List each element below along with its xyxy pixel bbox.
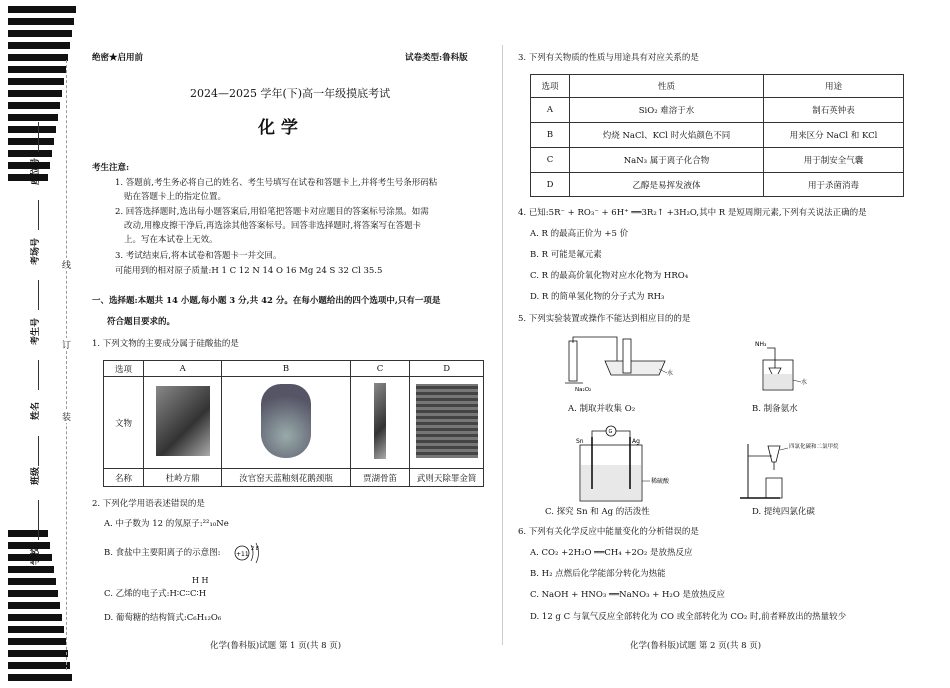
q3-cell: 用于杀菌消毒 xyxy=(764,173,904,197)
q1-row-label: 文物 xyxy=(104,377,144,469)
cut-line xyxy=(66,60,67,670)
label-school: 学校 xyxy=(31,546,41,565)
subject-title: 化 学 xyxy=(258,118,298,138)
q1-table xyxy=(103,360,484,487)
ion-nucleus-label: +11 xyxy=(236,551,249,558)
artifact-name: 贾湖骨笛 xyxy=(350,469,410,487)
notice-line: 1. 答题前,考生务必将自己的姓名、考生号填写在试卷和答题卡上,并将考生号条形码粘 xyxy=(115,178,438,188)
q1-head: B xyxy=(222,361,351,377)
q4-option-b: B. R 可能是氟元素 xyxy=(530,250,602,260)
q6-option-c: C. NaOH + HNO₃ ══NaNO₃ + H₂O 是放热反应 xyxy=(530,590,726,600)
binding-stripe xyxy=(8,6,76,13)
label-exam-no: 考生号 xyxy=(31,317,41,345)
binding-stripe xyxy=(8,54,68,61)
q3-head: 用途 xyxy=(764,75,904,98)
label-water-a: 水 xyxy=(667,370,674,377)
sodium-ion-diagram xyxy=(232,541,266,565)
label-sn: Sn xyxy=(576,438,584,445)
label-nh3: NH₃ xyxy=(755,341,767,348)
secret-mark: 绝密★启用前 xyxy=(92,53,144,63)
apparatus-d xyxy=(740,440,850,504)
section-1-title: 一、选择题:本题共 14 小题,每小题 3 分,共 42 分。在每小题给出的四个选项中,只有一项是 xyxy=(92,296,441,306)
artifact-image-d xyxy=(416,384,478,458)
label-water-b: 水 xyxy=(801,379,808,386)
cut-label-pack: 装 xyxy=(62,410,71,423)
q5-caption-d: D. 提纯四氯化碳 xyxy=(752,507,815,517)
q5-caption-c: C. 探究 Sn 和 Ag 的活泼性 xyxy=(545,507,650,517)
q2-option-c-top: H H xyxy=(192,576,209,585)
q3-cell: 灼烧 NaCl、KCl 时火焰颜色不同 xyxy=(570,123,764,148)
artifact-image-a xyxy=(156,386,210,456)
label-ag: Ag xyxy=(632,438,640,445)
page-divider xyxy=(502,45,503,645)
q4-option-c: C. R 的最高价氧化物对应水化物为 HRO₄ xyxy=(530,271,689,281)
notice-line: 3. 考试结束后,将本试卷和答题卡一并交回。 xyxy=(115,251,282,261)
q3-cell: 用来区分 NaCl 和 KCl xyxy=(764,123,904,148)
footer-page-1: 化学(鲁科版)试题 第 1 页(共 8 页) xyxy=(210,641,342,651)
q6-option-d: D. 12 g C 与氧气反应全部转化为 CO 或全部转化为 CO₂ 时,前者释放出的热量较少 xyxy=(530,612,847,622)
cut-label-line: 线 xyxy=(62,258,71,271)
footer-page-2: 化学(鲁科版)试题 第 2 页(共 8 页) xyxy=(630,641,762,651)
binding-stripe xyxy=(8,114,58,121)
binding-stripe xyxy=(8,674,72,681)
cut-label-bind: 订 xyxy=(62,338,71,351)
q1-row-label: 名称 xyxy=(104,469,144,487)
binding-stripe xyxy=(8,614,62,621)
artifact-image-b xyxy=(261,384,311,458)
binding-stripe xyxy=(8,650,68,657)
q3-cell: NaN₃ 属于离子化合物 xyxy=(570,148,764,173)
binding-stripe xyxy=(8,66,66,73)
notice-line: 上。写在本试卷上无效。 xyxy=(124,235,218,245)
q5-caption-a: A. 制取并收集 O₂ xyxy=(568,404,636,414)
binding-stripe xyxy=(8,126,56,133)
notice-line: 改动,用橡皮擦干净后,再选涂其他答案标号。回答非选择题时,将答案写在答题卡 xyxy=(124,221,422,231)
binding-stripe xyxy=(8,662,70,669)
q3-cell: B xyxy=(531,123,570,148)
q1-head: C xyxy=(350,361,410,377)
label-name: 姓名 xyxy=(31,401,41,420)
q3-cell: D xyxy=(531,173,570,197)
q3-head: 性质 xyxy=(570,75,764,98)
label-acid: 稀硫酸 xyxy=(651,478,670,485)
q1-head: A xyxy=(144,361,222,377)
question-3: 3. 下列有关物质的性质与用途具有对应关系的是 xyxy=(518,53,699,63)
label-class: 班级 xyxy=(31,466,41,485)
binding-stripe xyxy=(8,566,54,573)
label-ccl4: 四氯化碳和二氯甲烷 xyxy=(789,444,839,450)
binding-stripe xyxy=(8,150,52,157)
apparatus-a xyxy=(555,333,675,403)
ion-shells-label: 2 8 xyxy=(251,546,259,552)
artifact-name: 杜岭方鼎 xyxy=(144,469,222,487)
q6-option-a: A. CO₂ +2H₂O ══CH₄ +2O₂ 是放热反应 xyxy=(530,548,693,558)
question-6: 6. 下列有关化学反应中能量变化的分析错误的是 xyxy=(518,527,699,537)
q3-cell: 用于制安全气囊 xyxy=(764,148,904,173)
q2-option-a: A. 中子数为 12 的氖原子:²²₁₀Ne xyxy=(104,519,229,529)
q3-cell: A xyxy=(531,98,570,123)
binding-stripe xyxy=(8,578,56,585)
exam-title: 2024—2025 学年(下)高一年级摸底考试 xyxy=(190,87,391,100)
notice-line: 2. 回答选择题时,选出每小题答案后,用铅笔把答题卡对应题目的答案标号涂黑。如需 xyxy=(115,207,429,217)
q3-cell: 乙醇是易挥发液体 xyxy=(570,173,764,197)
binding-stripe xyxy=(8,90,62,97)
q6-option-b: B. H₂ 点燃后化学能部分转化为热能 xyxy=(530,569,666,579)
q3-cell: 制石英钟表 xyxy=(764,98,904,123)
binding-stripe xyxy=(8,102,60,109)
q2-option-b: B. 食盐中主要阳离子的示意图: xyxy=(104,548,221,558)
binding-stripe xyxy=(8,626,64,633)
label-room: 考场号 xyxy=(31,237,41,265)
binding-stripe xyxy=(8,30,72,37)
q3-head: 选项 xyxy=(531,75,570,98)
apparatus-c xyxy=(570,425,680,505)
binding-stripe xyxy=(8,138,54,145)
label-na2o2: Na₂O₂ xyxy=(575,387,592,393)
q3-cell: C xyxy=(531,148,570,173)
paper-type: 试卷类型:鲁科版 xyxy=(405,53,468,63)
notice-line: 贴在答题卡上的指定位置。 xyxy=(124,192,227,202)
q3-cell: SiO₂ 难溶于水 xyxy=(570,98,764,123)
binding-stripe xyxy=(8,18,74,25)
atomic-mass-line: 可能用到的相对原子质量:H 1 C 12 N 14 O 16 Mg 24 S 32 Cl 35.5 xyxy=(115,266,383,276)
q1-head: 选项 xyxy=(104,361,144,377)
question-1: 1. 下列文物的主要成分属于硅酸盐的是 xyxy=(92,339,239,349)
artifact-name: 武则天除罪金简 xyxy=(410,469,484,487)
q3-table xyxy=(530,74,904,197)
binding-stripe xyxy=(8,602,60,609)
binding-stripe xyxy=(8,530,48,537)
q4-option-d: D. R 的简单氢化物的分子式为 RH₃ xyxy=(530,292,665,302)
section-1-title-cont: 符合题目要求的。 xyxy=(107,317,176,327)
question-4: 4. 已知:5R⁻ + RO₃⁻ + 6H⁺ ══3R₂↑ +3H₂O,其中 R 是短周期元素,下列有关说法正确的是 xyxy=(518,208,867,218)
question-2: 2. 下列化学用语表述错误的是 xyxy=(92,499,205,509)
question-5: 5. 下列实验装置或操作不能达到相应目的的是 xyxy=(518,314,691,324)
binding-stripe xyxy=(8,42,70,49)
q5-caption-b: B. 制备氨水 xyxy=(752,404,798,414)
artifact-name: 汝官窑天蓝釉刻花鹅颈瓶 xyxy=(222,469,351,487)
q2-option-c: C. 乙烯的电子式:H∶C∶∶C∶H xyxy=(104,589,207,599)
q4-option-a: A. R 的最高正价为 +5 价 xyxy=(530,229,629,239)
binding-stripe xyxy=(8,638,66,645)
apparatus-b xyxy=(755,338,825,398)
label-seat: 座位号 xyxy=(31,157,41,185)
artifact-image-c xyxy=(374,383,386,459)
q2-option-d: D. 葡萄糖的结构简式:C₆H₁₂O₆ xyxy=(104,613,222,623)
binding-stripe xyxy=(8,590,58,597)
notice-title: 考生注意: xyxy=(92,163,130,173)
binding-stripe xyxy=(8,78,64,85)
q1-head: D xyxy=(410,361,484,377)
label-meter: G xyxy=(608,429,613,435)
